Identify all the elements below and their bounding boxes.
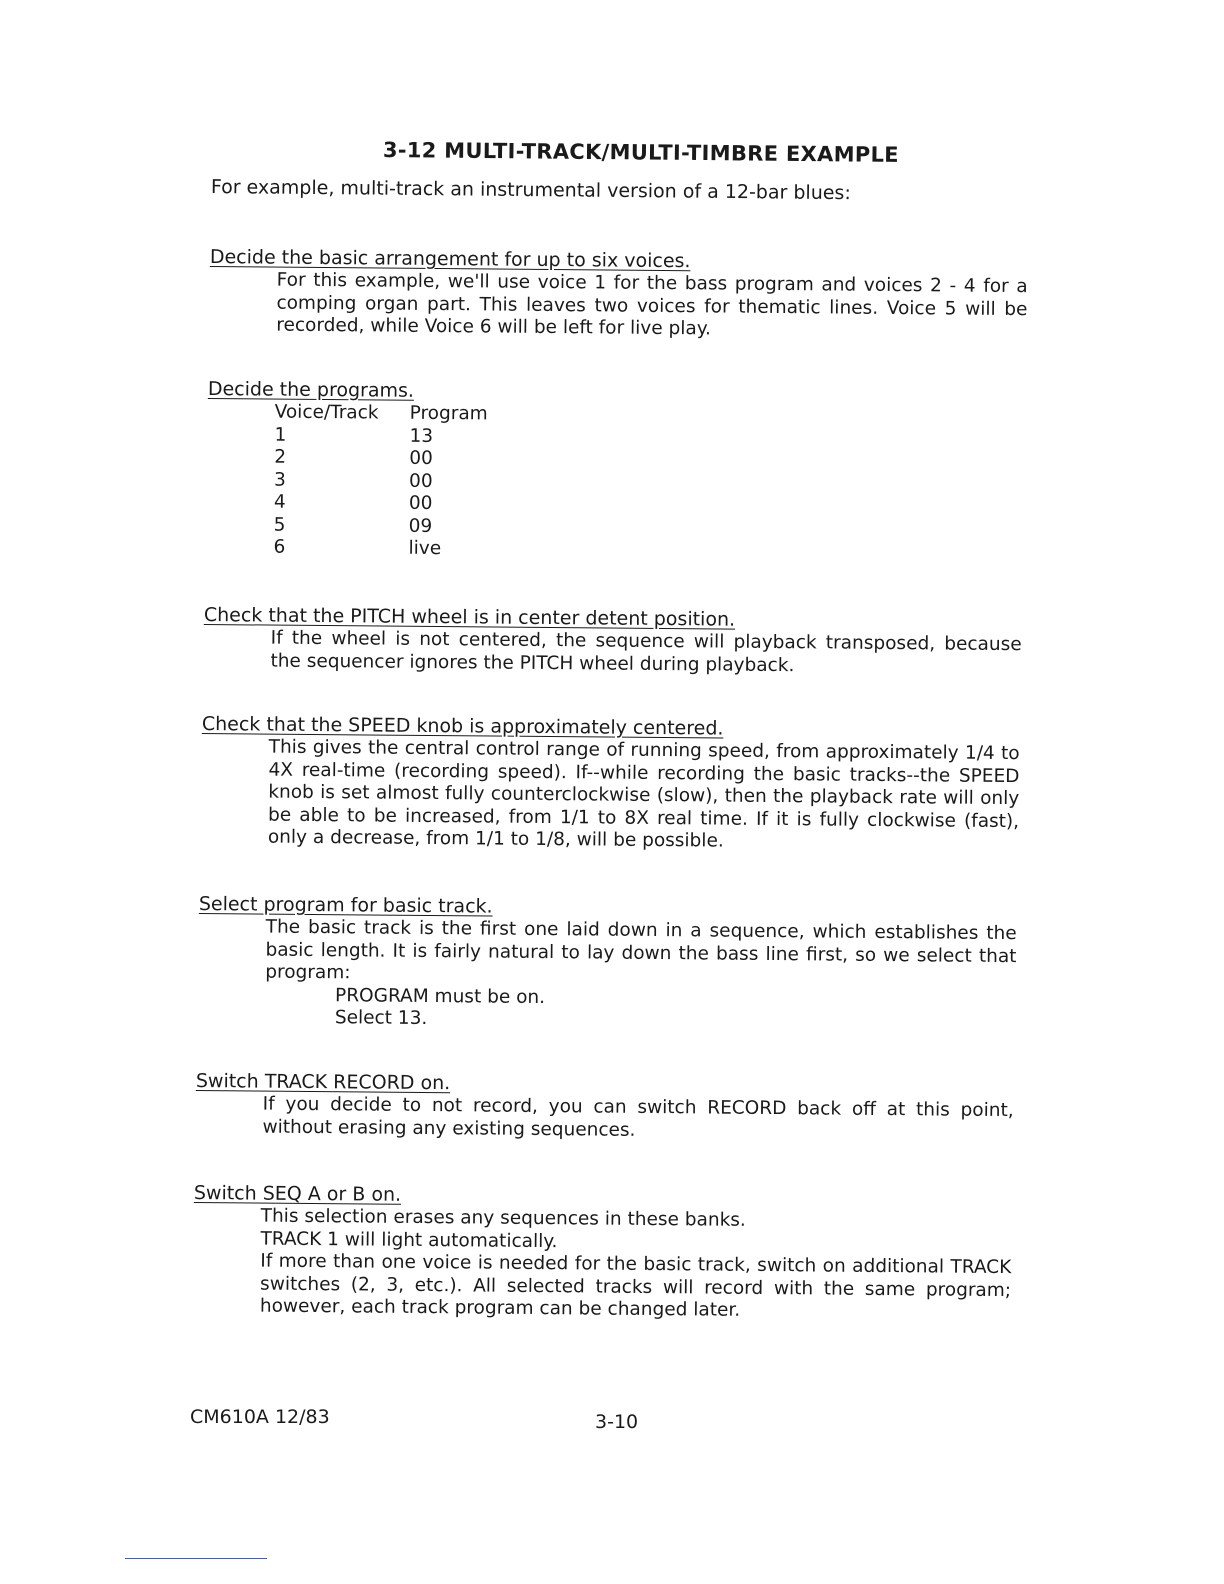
table-cell: 4 [273,491,286,513]
section-body [268,737,1020,856]
section-heading: Switch TRACK RECORD on. [195,1070,451,1095]
table-cell: 2 [274,446,287,468]
table-cell: 09 [408,515,433,537]
table-cell: 13 [409,425,434,447]
column-header: Voice/Track [274,401,379,424]
paragraph: If you decide to not record, you can switch RECORD back off at this point, without erasing any existing sequences. [262,1093,1014,1141]
paragraph: TRACK 1 will light automatically. [260,1228,558,1252]
section-heading: Decide the basic arrangement for up to six voices. [209,245,691,273]
section-pitch-wheel [203,603,1022,679]
section-heading: Check that the SPEED knob is approximately centered. [201,712,724,740]
table-row [274,492,487,516]
page-title: 3-12 MULTI-TRACK/MULTI-TIMBRE EXAMPLE [382,138,899,167]
table-cell: 5 [273,514,286,536]
table-cell: live [408,537,442,560]
table-header-row [275,402,488,426]
section-heading: Decide the programs. [207,377,415,402]
paragraph: This selection erases any sequences in these banks. [260,1205,746,1231]
section-select-program [198,892,1017,1036]
paragraph: If the wheel is not centered, the sequence will playback transposed, because the sequencer ignores the PITCH wheel during playback. [270,627,1022,676]
paragraph: The basic track is the first one laid down in a sequence, which establishes the basic length. It is fairly natural to lay down the bass line first, so we select that program: [265,916,1017,984]
document-id: CM610A 12/83 [190,1406,330,1428]
section-body [270,628,1021,680]
page-number: 3-10 [595,1411,639,1433]
paragraph: This gives the central control range of running speed, from approximately 1/4 to 4X real-time (recording speed). If--while recording the basic tracks--the SPEED knob is set almost fully counterclockwise (slow), then the playback rate will only be able to be increased, from 1/1 to 8X real time. If it is fully clockwise (fast), only a decrease, from 1/1 to 1/8, will be possible. [267,736,1020,852]
paragraph: If more than one voice is needed for the basic track, switch on additional TRACK switches (2, 3, etc.). All selected tracks will record with the same program; however, each track program can be changed later. [259,1250,1012,1321]
table-cell: 00 [409,447,433,469]
program-table [273,402,487,561]
section-heading: Select program for basic track. [198,892,493,918]
sub-instruction: Select 13. [334,1007,428,1029]
table-cell: 6 [273,536,286,558]
section-body [276,270,1028,344]
column-header: Program [409,402,488,425]
sub-instruction: PROGRAM must be on. [335,984,546,1008]
section-heading: Switch SEQ A or B on. [193,1182,402,1206]
section-arrangement [209,245,1028,344]
table-row [274,469,487,493]
section-seq-switch [193,1181,1012,1325]
section-body [265,917,1017,1036]
section-heading: Check that the PITCH wheel is in center detent position. [203,603,736,631]
table-cell: 00 [408,492,433,514]
table-row [273,537,486,561]
section-body [260,1206,1012,1325]
intro-text: For example, multi-track an instrumental version of a 12-bar blues: [210,176,851,205]
table-row [274,424,487,448]
section-programs [206,377,1026,566]
table-row [274,514,487,538]
table-cell: 1 [274,424,287,446]
table-cell: 00 [409,470,433,492]
table-cell: 3 [274,469,286,491]
section-speed-knob [201,712,1020,856]
section-track-record [195,1069,1014,1145]
table-row [274,447,487,471]
paragraph: For this example, we'll use voice 1 for the bass program and voices 2 - 4 for a comping organ part. This leaves two voices for thematic lines. Voice 5 will be recorded, while Voice 6 will be left for live play. [276,269,1028,340]
bottom-rule [125,1558,267,1559]
section-body [262,1094,1013,1146]
